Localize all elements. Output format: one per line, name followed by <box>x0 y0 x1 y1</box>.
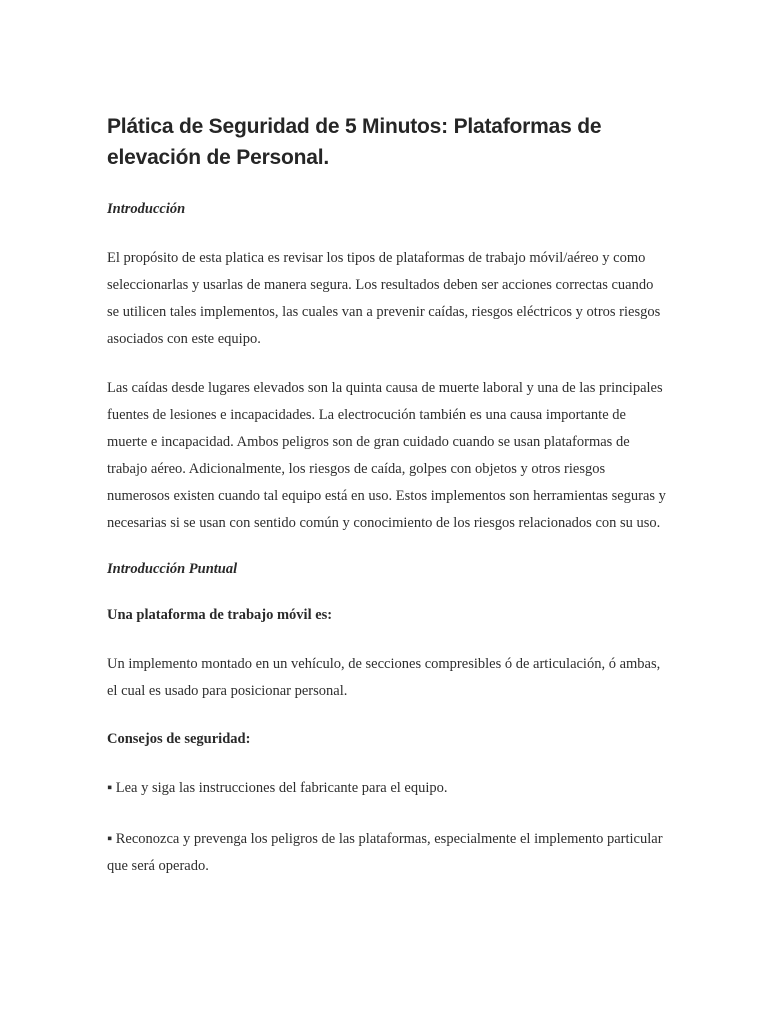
intro-paragraph-1: El propósito de esta platica es revisar los tipos de plataformas de trabajo móvil/aéreo y como seleccionarlas y usarlas de manera segura. Los resultados deben ser acciones correctas cuando se utilicen tales implementos, las cuales van a prevenir caídas, riesgos eléctricos y otros riesgos asociados con este equipo. <box>107 250 661 347</box>
tip-item: ▪ Reconozca y prevenga los peligros de las plataformas, especialmente el implemento particular que será operado. <box>107 831 663 874</box>
definition-text: Un implemento montado en un vehículo, de secciones compresibles ó de articulación, ó ambas, el cual es usado para posicionar personal. <box>107 656 661 699</box>
point-heading: Introducción Puntual <box>107 561 238 577</box>
tip-item: ▪ Lea y siga las instrucciones del fabricante para el equipo. <box>107 780 448 796</box>
intro-heading: Introducción <box>107 201 186 217</box>
intro-paragraph-2: Las caídas desde lugares elevados son la quinta causa de muerte laboral y una de las principales fuentes de lesiones e incapacidades. La electrocución también es una causa importante de muerte e incapacidad. Ambos peligros son de gran cuidado cuando se usan plataformas de trabajo aéreo. Adicionalmente, los riesgos de caída, golpes con objetos y otros riesgos numerosos existen cuando tal equipo está en uso. Estos implementos son herramientas seguras y necesarias si se usan con sentido común y conocimiento de los riesgos relacionados con su uso. <box>107 380 666 531</box>
document-title: Plática de Seguridad de 5 Minutos: Plataformas de elevación de Personal. <box>107 115 602 169</box>
definition-heading: Una plataforma de trabajo móvil es: <box>107 607 333 623</box>
tips-heading: Consejos de seguridad: <box>107 731 251 747</box>
